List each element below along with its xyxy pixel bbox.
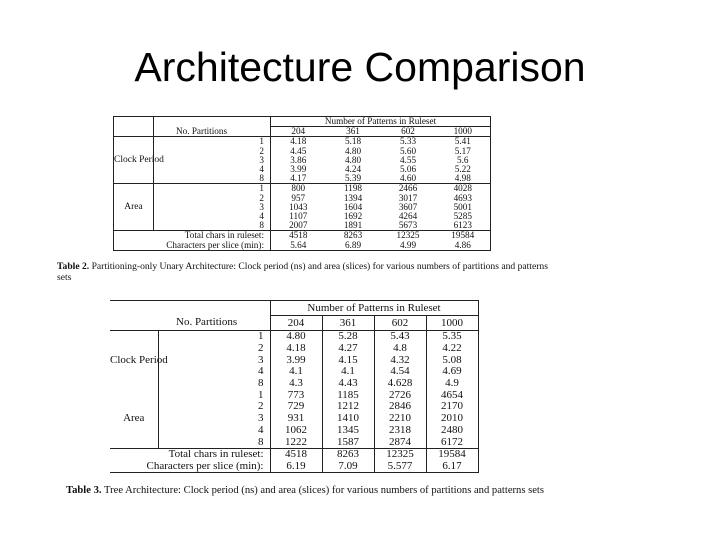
table-cell: 4.86 [436,241,491,251]
table-cell: 6.89 [344,239,362,250]
table-cell: 2480 [426,425,478,437]
table-cell: 4.1 [322,366,374,378]
table-cell: 5.08 [426,354,478,366]
table-cell: 4.628 [374,378,426,390]
table-cell: 1107 [289,211,308,222]
table-cell: 4.54 [374,366,426,378]
table-cell: 4028 [436,184,491,194]
table-cell: 1198 [343,183,363,194]
table-cell: 4.55 [399,154,417,165]
table-cell: 4.98 [436,174,491,184]
column-header: 602 [401,126,415,137]
table-3 [110,300,479,473]
group-label-area: Area [114,184,154,231]
table-cell: 800 [291,183,306,194]
table-cell: 931 [270,413,322,425]
partition-count: 1 [158,389,270,401]
table-cell: 1604 [343,201,363,212]
table-cell: 5.33 [399,136,417,147]
caption-label: Table 2. [57,261,90,272]
column-header: 361 [346,126,360,137]
table-cell: 12325 [396,230,420,241]
partition-count: 3 [158,413,270,425]
table-cell: 2874 [374,436,426,448]
table-cell: 4.80 [270,331,322,343]
table-cell: 6123 [436,221,491,231]
footer-label-total-chars: Total chars in ruleset: [114,231,271,241]
table-cell: 4.60 [399,173,417,184]
slide-title: Architecture Comparison [134,44,586,90]
table-cell: 2466 [398,183,418,194]
table-cell: 1410 [322,413,374,425]
footer-label-chars-per-slice: Characters per slice (min): [114,241,271,251]
table-cell: 1345 [322,425,374,437]
partition-count: 4 [154,165,271,174]
partition-count: 4 [158,425,270,437]
table-cell: 4.8 [374,343,426,355]
table-cell: 4.22 [426,343,478,355]
group-label-area: Area [110,389,158,448]
table-cell: 3607 [398,201,418,212]
table-cell: 4.17 [290,173,307,184]
table-cell: 5673 [398,220,418,231]
table-cell: 4.18 [270,343,322,355]
table-cell: 1062 [270,425,322,437]
footer-label-chars-per-slice: Characters per slice (min): [110,461,270,473]
partition-count: 8 [154,174,271,184]
partitions-header: No. Partitions [154,127,271,137]
table-cell: 5001 [436,203,491,212]
partitions-header: No. Partitions [158,316,270,331]
table-cell: 4.45 [290,145,307,156]
table-cell: 5.39 [344,173,362,184]
column-header: 361 [322,316,374,331]
table-cell: 5.06 [399,164,417,175]
table-cell: 4.99 [399,239,417,250]
group-label-clock-period: Clock Period [110,331,158,390]
table-cell: 4.3 [270,378,322,390]
column-header: 204 [291,126,306,137]
table-2-caption [57,261,557,283]
partition-count: 2 [158,401,270,413]
table-cell: 4.24 [344,164,362,175]
partition-count: 2 [154,194,271,203]
partition-count: 8 [158,436,270,448]
table-cell: 1043 [289,201,308,212]
table-cell: 2210 [374,413,426,425]
table-cell: 3017 [398,192,418,203]
table-cell: 5285 [436,212,491,221]
table-cell: 8263 [322,448,374,460]
table-cell: 2170 [426,401,478,413]
column-header: 1000 [436,127,491,137]
table-cell: 4654 [426,389,478,401]
table-cell: 4.43 [322,378,374,390]
table-cell: 7.09 [322,461,374,473]
table-cell: 3.99 [270,354,322,366]
table-cell: 5.64 [290,239,307,250]
table-cell: 4693 [436,194,491,203]
table-cell: 1587 [322,436,374,448]
footer-label-total-chars: Total chars in ruleset: [110,448,270,460]
caption-text: Partitioning-only Unary Architecture: Clock period (ns) and area (slices) for various numbers of partitions and patterns sets [57,261,548,284]
table-cell: 2007 [289,220,308,231]
table-cell: 19584 [436,231,491,241]
table-cell: 2846 [374,401,426,413]
table-cell: 4.27 [322,343,374,355]
table-cell: 4.69 [426,366,478,378]
column-header: 602 [374,316,426,331]
partition-count: 4 [154,212,271,221]
table-cell: 5.6 [436,156,491,165]
table-cell: 5.577 [374,461,426,473]
table-cell: 5.17 [436,147,491,156]
table-cell: 3.99 [290,164,307,175]
partition-count: 3 [154,203,271,212]
partition-count: 3 [158,354,270,366]
table-cell: 4.80 [344,145,362,156]
table-cell: 8263 [343,230,363,241]
super-header: Number of Patterns in Ruleset [271,117,491,127]
super-header: Number of Patterns in Ruleset [270,301,478,316]
table-2 [113,116,491,251]
partition-count: 8 [158,378,270,390]
column-header: 204 [270,316,322,331]
partition-count: 4 [158,366,270,378]
table-cell: 773 [270,389,322,401]
caption-label: Table 3. [66,485,102,496]
table-cell: 1212 [322,401,374,413]
table-cell: 6.17 [426,461,478,473]
table-cell: 4.32 [374,354,426,366]
table-cell: 4518 [270,448,322,460]
partition-count: 3 [154,156,271,165]
group-label-clock-period: Clock Period [114,137,154,184]
partition-count: 2 [158,343,270,355]
table-cell: 4.9 [426,378,478,390]
table-cell: 1891 [343,220,363,231]
table-cell: 729 [270,401,322,413]
table-cell: 1222 [270,436,322,448]
table-cell: 12325 [374,448,426,460]
table-3-caption [66,485,546,497]
caption-text: Tree Architecture: Clock period (ns) and area (slices) for various numbers of partitions and patterns sets [104,485,545,496]
partition-count: 1 [158,331,270,343]
table-cell: 4.1 [270,366,322,378]
table-cell: 4.80 [344,154,362,165]
partition-count: 1 [154,137,271,147]
table-cell: 4518 [289,230,308,241]
table-cell: 4.18 [290,136,307,147]
table-cell: 5.28 [322,331,374,343]
column-header: 1000 [426,316,478,331]
table-cell: 4.15 [322,354,374,366]
partition-count: 1 [154,184,271,194]
table-cell: 1185 [322,389,374,401]
table-cell: 4264 [398,211,418,222]
table-cell: 2010 [426,413,478,425]
table-cell: 3.86 [290,154,307,165]
table-cell: 1692 [343,211,363,222]
table-cell: 19584 [426,448,478,460]
table-cell: 5.22 [436,165,491,174]
table-cell: 6.19 [270,461,322,473]
table-cell: 5.35 [426,331,478,343]
table-cell: 1394 [343,192,363,203]
table-cell: 6172 [426,436,478,448]
table-cell: 5.60 [399,145,417,156]
partition-count: 8 [154,221,271,231]
partition-count: 2 [154,147,271,156]
table-cell: 5.43 [374,331,426,343]
table-cell: 5.18 [344,136,362,147]
table-cell: 2726 [374,389,426,401]
table-cell: 957 [291,192,306,203]
table-cell: 2318 [374,425,426,437]
table-cell: 5.41 [436,137,491,147]
